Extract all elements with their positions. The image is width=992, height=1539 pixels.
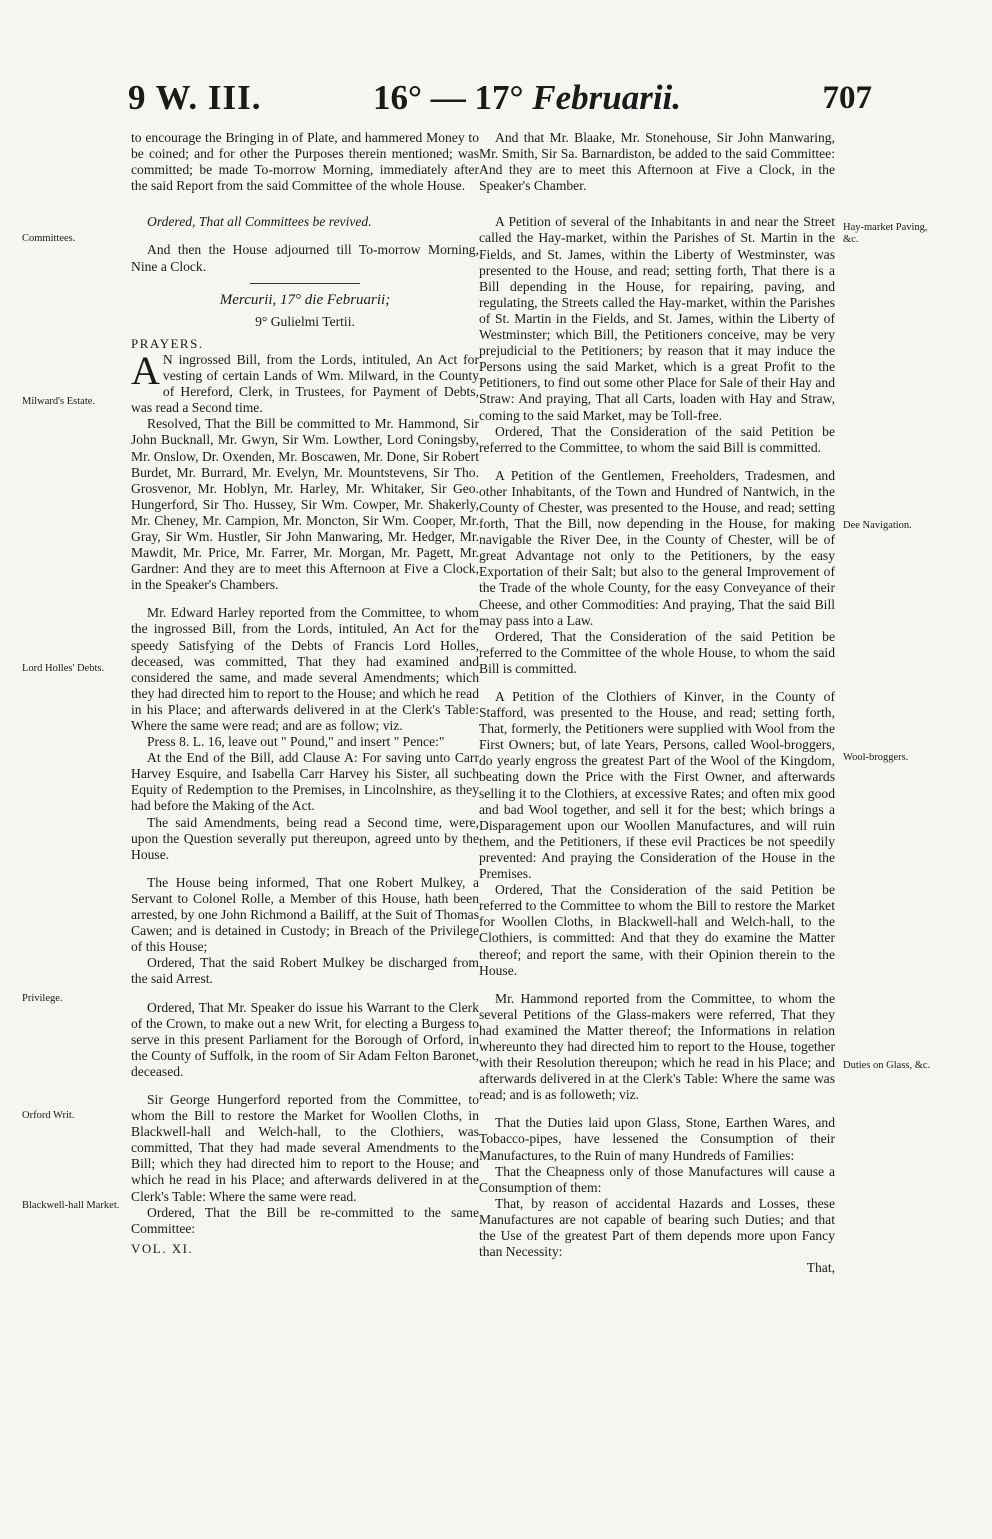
running-header	[128, 78, 872, 128]
prayers-heading: PRAYERS.	[131, 335, 204, 351]
header-dates	[373, 78, 681, 118]
margin-note-committees: Committees.	[22, 233, 76, 244]
drop-cap: A	[131, 347, 160, 393]
paragraph: That the Cheapness only of those Manufactures will cause a Consumption of them:	[479, 1163, 835, 1195]
left-column	[131, 130, 479, 1257]
paragraph: Mr. Edward Harley reported from the Committee, to whom the ingrossed Bill, from the Lords, intituled, An Act for the speedy Satisfying of the Debts of Francis Lord Holles, deceased, was committed, That they had examined and considered the same, and made several Amendments; which they had directed him to report to the House; and which he read in his Place; and afterwards delivered in at the Clerk's Table: Where the same were read; and are as follow; viz.	[131, 605, 479, 733]
paragraph: And then the House adjourned till To-morrow Morning, Nine a Clock.	[131, 242, 479, 274]
page-number: 707	[822, 80, 872, 116]
paragraph: Resolved, That the Bill be committed to Mr. Hammond, Sir John Bucknall, Mr. Gwyn, Sir Wm. Lowther, Lord Coningsby, Mr. Onslow, Dr. Oxenden, Mr. Boscawen, Mr. Done, Sir Robert Burdet, Mr. Burrard, Mr. Evelyn, Mr. Mountstevens, Sir Tho. Grosvenor, Mr. Hoblyn, Mr. Harley, Mr. Whitaker, Sir Geo. Hungerford, Sir Tho. Hussey, Sir Wm. Cowper, Mr. Shakerly, Mr. Cheney, Mr. Campion, Mr. Moncton, Sir Wm. Cooper, Mr. Gray, Sir Wm. Hustler, Sir John Manwaring, Mr. Hedger, Mr. Mawdit, Mr. Price, Mr. Farrer, Mr. Morgan, Mr. Pagett, Mr. Gardner: And they are to meet this Afternoon at Five a Clock, in the Speaker's Chambers.	[131, 416, 479, 593]
paragraph: to encourage the Bringing in of Plate, and hammered Money to be coined; and for other the Purposes therein mentioned; was committed; be made To-morrow Morning, immediately after the said Report from the said Committee of the whole House.	[131, 130, 479, 194]
regnal-date: 9° Gulielmi Tertii.	[255, 313, 355, 329]
paragraph: The House being informed, That one Robert Mulkey, a Servant to Colonel Rolle, a Member of this House, hath been arrested, by one John Richmond a Bailiff, at the Suit of Thomas Cawen; and is detained in Custody; in Breach of the Privilege of this House;	[131, 874, 479, 955]
paragraph: Ordered, That the Consideration of the said Petition be referred to the Committee of the whole House, to whom the said Bill is committed.	[479, 628, 835, 676]
paragraph: A N ingrossed Bill, from the Lords, intituled, An Act for vesting of certain Lands of Wm. Milward, in the County of Hereford, Clerk, in Trustees, for Payment of Debts, was read a Second time.	[131, 347, 479, 416]
sitting-date: Mercurii, 17° die Februarii;	[219, 291, 391, 308]
paragraph: And that Mr. Blaake, Mr. Stonehouse, Sir John Manwaring, Mr. Smith, Sir Sa. Barnardiston, be added to the said Committee: And they are to meet this Afternoon at Five a Clock, in the Speaker's Chamber.	[479, 130, 835, 194]
margin-note-dee: Dee Navigation.	[843, 520, 912, 531]
margin-note-orford: Orford Writ.	[22, 1110, 75, 1121]
margin-note-blackwell: Blackwell-hall Market.	[22, 1200, 120, 1211]
catchword: That,	[806, 1260, 835, 1276]
paragraph: At the End of the Bill, add Clause A: For saving unto Carr Harvey Esquire, and Isabella Carr Harvey his Sister, all such Equity of Redemption to the Premises, in Lincolnshire, as they had before the Making of the Act.	[131, 750, 479, 814]
paragraph: That the Duties laid upon Glass, Stone, Earthen Wares, and Tobacco-pipes, have lessened the Consumption of their Manufactures, to the Ruin of many Hundreds of Families:	[479, 1115, 835, 1163]
paragraph: A Petition of the Gentlemen, Freeholders, Tradesmen, and other Inhabitants, of the Town and Hundred of Nantwich, in the County of Chester, was presented to the House, and read; setting forth, That the Bill, now depending in the House, for making navigable the River Dee, in the County of Chester, will be of great Advantage not only to the Petitioners, by the easy Exportation of their Salt; but also to the general Improvement of the Trade of the whole County, for the easy Conveyance of their Cheese, and other Commodities: And praying, That the said Bill may pass into a Law.	[479, 467, 835, 628]
paragraph: Ordered, That Mr. Speaker do issue his Warrant to the Clerk of the Crown, to make out a new Writ, for electing a Burgess to serve in this present Parliament for the Borough of Orford, in the County of Suffolk, in the room of Sir Adam Felton Baronet, deceased.	[131, 999, 479, 1079]
paragraph: Ordered, That the Bill be re-committed to the same Committee:	[131, 1204, 479, 1236]
regnal-year: 9 W. III.	[128, 78, 262, 117]
margin-note-haymarket: Hay-market Paving, &c.	[843, 222, 928, 245]
margin-note-holles: Lord Holles' Debts.	[22, 663, 105, 674]
paragraph: Ordered, That the Consideration of the said Petition be referred to the Committee, to whom the said Bill is committed.	[479, 423, 835, 455]
paragraph: The said Amendments, being read a Second time, were, upon the Question severally put thereupon, agreed unto by the House.	[131, 814, 479, 862]
header-dates-month: Februarii.	[532, 78, 682, 117]
header-dates-numeric: 16° — 17°	[373, 78, 524, 117]
paragraph: Press 8. L. 16, leave out " Pound," and insert " Pence:"	[147, 734, 445, 750]
paragraph: A Petition of the Clothiers of Kinver, in the County of Stafford, was presented to the House, and read; setting forth, That, formerly, the Petitioners were supplied with Wool from the First Owners; but, of late Years, Persons, called Wool-broggers, do yearly engross the greatest Part of the Wool of the Kingdom, beating down the Price with the First Owner, and afterwards selling it to the Clothiers, at excessive Rates; and often mix good and bad Wool together, and sell it for the best; which brings a Disparagement upon our Woollen Manufactures, and will ruin them, and the Petitioners, if these evil Practices be not speedily prevented: And praying the Consideration of the House in the Premises.	[479, 689, 835, 882]
margin-note-milward: Milward's Estate.	[22, 396, 96, 407]
paragraph: Ordered, That the Consideration of the said Petition be referred to the Committee to whom the Bill to restore the Market for Woollen Cloths, in Blackwell-hall and Welch-hall, to the Clothiers, is committed: And that they do examine the Matter thereof; and report the same, with their Opinion therein to the House.	[479, 882, 835, 978]
margin-note-privilege: Privilege.	[22, 993, 63, 1004]
section-rule	[250, 283, 360, 284]
paragraph: Ordered, That all Committees be revived.	[147, 214, 372, 230]
paragraph: Ordered, That the said Robert Mulkey be discharged from the said Arrest.	[131, 955, 479, 987]
paragraph: A Petition of several of the Inhabitants in and near the Street called the Hay-market, within the Parishes of St. Martin in the Fields, and St. James, within the Liberty of Westminster, was presented to the House, and read; setting forth, That there is a Bill depending in the House, for repairing, paving, and regulating, the Streets called the Hay-market, within the Parishes of St. Martin in the Fields, and St. James, within the Liberty of Westminster; which Bill, the Petitioners conceive, may be very prejudicial to the Petitioners; by reason that it may induce the Persons using the said Market, which is a great Profit to the Petitioners, to find out some other Place for Sale of their Hay and Straw: And praying, That all Carts, loaden with Hay and Straw, coming to the said Market, may be Toll-free.	[479, 214, 835, 423]
volume-signature: VOL. XI.	[131, 1240, 194, 1256]
margin-note-duties: Duties on Glass, &c.	[843, 1060, 931, 1071]
right-column	[479, 130, 835, 1276]
paragraph: Mr. Hammond reported from the Committee, to whom the several Petitions of the Glass-makers were referred, That they had examined the Matter thereof; the Informations in relation whereunto they had directed him to report to the House, together with their Resolution thereupon; which he read in his Place; and afterwards delivered in at the Clerk's Table: Where the same was read; and is as followeth; viz.	[479, 990, 835, 1103]
paragraph: Sir George Hungerford reported from the Committee, to whom the Bill to restore the Market for Woollen Cloths, in Blackwell-hall and Welch-hall, to the Clothiers, was committed, That they had made several Amendments to the Bill; which they had directed him to report to the House; and which he read in his Place; and afterwards delivered in at the Clerk's Table: Where the same were read.	[131, 1091, 479, 1204]
paragraph: That, by reason of accidental Hazards and Losses, these Manufactures are not capable of bearing such Duties; and that the Use of the greatest Part of them depends more upon Fancy than Necessity:	[479, 1195, 835, 1260]
margin-note-wool: Wool-broggers.	[843, 752, 909, 763]
